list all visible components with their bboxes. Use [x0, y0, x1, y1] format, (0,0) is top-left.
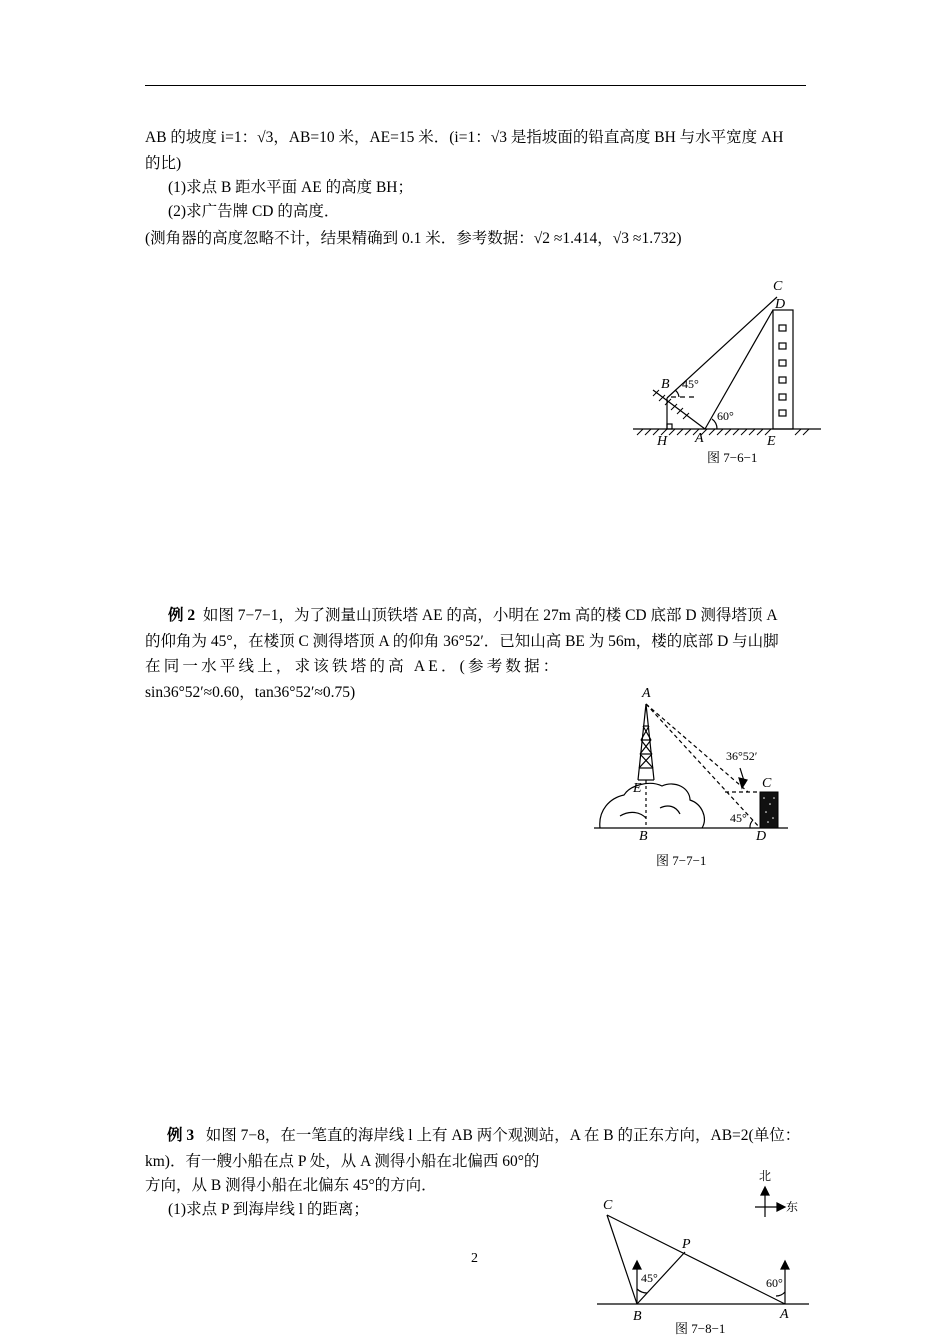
example3-tag: 例 3 — [167, 1127, 195, 1144]
problem1-line2: 的比) — [145, 155, 182, 172]
fig1-angle-a: 60° — [717, 409, 734, 423]
example2-line4: sin36°52′≈0.60，tan36°52′≈0.75) — [145, 684, 356, 701]
example3-line1 — [145, 1126, 800, 1146]
example3-question1: (1)求点 P 到海岸线 l 的距离； — [168, 1201, 369, 1218]
fig2-label-d: D — [756, 829, 767, 844]
fig2-caption: 图 7−7−1 — [656, 853, 707, 868]
example2-line2: 的仰角为 45°，在楼顶 C 测得塔顶 A 的仰角 36°52′．已知山高 BE 为 56m，楼的底部 D 与山脚 — [145, 633, 779, 650]
problem1-note: (测角器的高度忽略不计，结果精确到 0.1 米．参考数据：√2 ≈1.414，√3 ≈1.732) — [145, 230, 682, 247]
problem1-line1: AB 的坡度 i=1：√3，AB=10 米，AE=15 米．(i=1：√3 是指坡面的铅直高度 BH 与水平宽度 AH — [145, 129, 784, 146]
fig3-angle-b: 45° — [641, 1271, 658, 1285]
fig2-angle-c: 36°52′ — [726, 749, 758, 763]
fig2-label-e: E — [633, 781, 642, 796]
example3-line2: km)．有一艘小船在点 P 处，从 A 测得小船在北偏西 60°的 — [145, 1153, 540, 1170]
fig3-angle-a: 60° — [766, 1276, 783, 1290]
fig2-label-c: C — [762, 776, 772, 791]
figure-7-6-1 — [625, 270, 825, 470]
fig3-label-p: P — [682, 1237, 691, 1252]
example2-line1-text: 如图 7−7−1，为了测量山顶铁塔 AE 的高，小明在 27m 高的楼 CD 底部 D 测得塔顶 A — [202, 607, 778, 624]
fig1-label-d: D — [775, 297, 786, 312]
example2-line1 — [145, 606, 778, 626]
figure-7-8-1 — [595, 1165, 815, 1344]
fig2-angle-d: 45° — [730, 811, 747, 825]
fig1-label-h: H — [657, 434, 668, 449]
fig3-north-label: 北 — [759, 1169, 772, 1183]
example2-tag: 例 2 — [168, 607, 196, 624]
fig1-angle-b: 45° — [682, 377, 699, 391]
fig3-label-c: C — [603, 1198, 613, 1213]
figure-7-7-1 — [590, 680, 795, 875]
fig2-label-b: B — [639, 829, 648, 844]
example3-line3: 方向，从 B 测得小船在北偏东 45°的方向． — [145, 1177, 437, 1194]
fig3-caption: 图 7−8−1 — [675, 1321, 726, 1336]
problem1-question2: (2)求广告牌 CD 的高度． — [168, 203, 340, 220]
problem1-question1: (1)求点 B 距水平面 AE 的高度 BH； — [168, 179, 413, 196]
fig3-label-a: A — [780, 1307, 789, 1322]
header-rule — [145, 85, 806, 86]
example3-line1-text: 如图 7−8，在一笔直的海岸线 l 上有 AB 两个观测站，A 在 B 的正东方向，AB=2(单位： — [205, 1127, 801, 1144]
fig2-label-a: A — [642, 686, 651, 701]
page-number: 2 — [471, 1251, 478, 1266]
fig1-label-a: A — [695, 431, 704, 446]
example2-line3: 在同一水平线上，求该铁塔的高 AE．(参考数据： — [145, 658, 562, 675]
fig1-label-c: C — [773, 279, 783, 294]
fig3-label-b: B — [633, 1309, 642, 1324]
fig3-east-label: 东 — [786, 1200, 799, 1214]
fig1-label-e: E — [767, 434, 776, 449]
fig1-label-b: B — [661, 377, 670, 392]
fig1-caption: 图 7−6−1 — [707, 450, 758, 465]
